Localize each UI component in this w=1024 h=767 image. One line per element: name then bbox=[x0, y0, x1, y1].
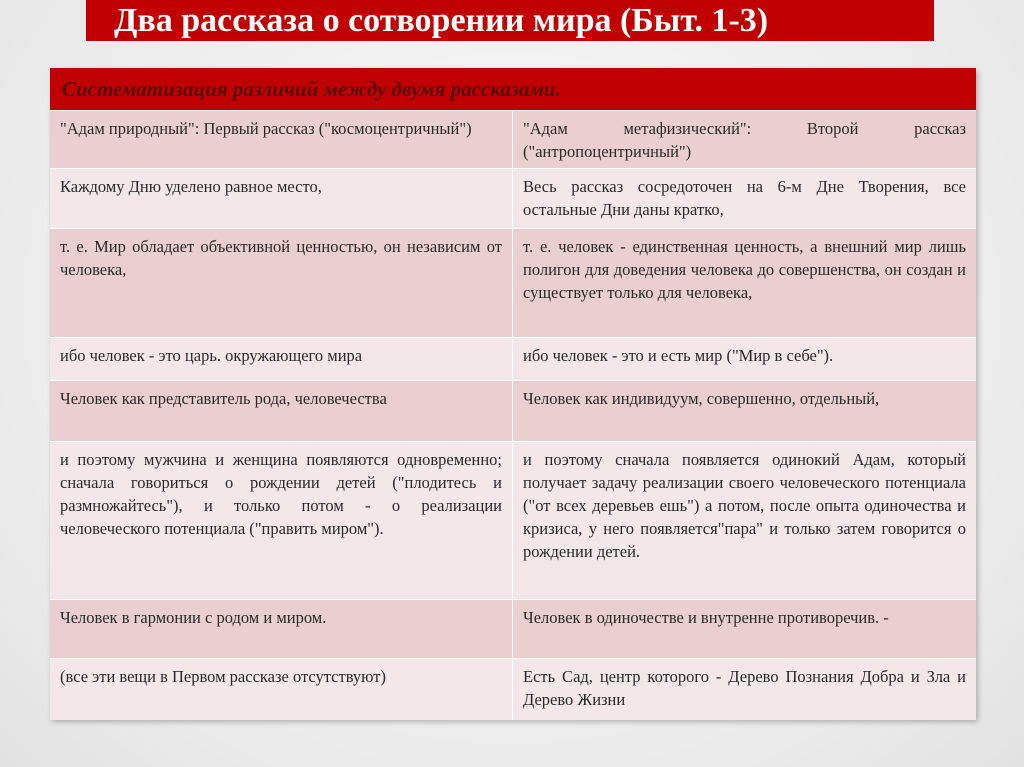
table-row bbox=[50, 229, 976, 338]
table-cell-right: и поэтому сначала появляется одинокий Адам, который получает задачу реализации своего человеческого потенциала ("от всех деревьев ешь") а потом, после опыта одиночества и кризиса, у него появляется"пара" и только затем говорится о рождении детей. bbox=[523, 450, 966, 561]
table-cell-left: "Адам природный": Первый рассказ ("космоцентричный") bbox=[50, 111, 513, 168]
table-cell-right: Человек как индивидуум, совершенно, отдельный, bbox=[523, 389, 880, 408]
table-cell-left: Каждому Дню уделено равное место, bbox=[50, 169, 513, 228]
table-row bbox=[50, 111, 976, 169]
table-cell-right: "Адам метафизический": Второй рассказ ("антропоцентричный") bbox=[523, 119, 966, 161]
table-cell-left: Человек в гармонии с родом и миром. bbox=[50, 600, 513, 658]
table-cell-left: Человек как представитель рода, человечества bbox=[50, 381, 513, 441]
table-row bbox=[50, 442, 976, 600]
table-cell-left: и поэтому мужчина и женщина появляются одновременно; сначала говориться о рождении детей ("плодитесь и размножайтесь"), и только потом - о реализации человеческого потенциала ("править миром"). bbox=[50, 442, 513, 599]
table-cell-right: Есть Сад, центр которого - Дерево Познания Добра и Зла и Дерево Жизни bbox=[523, 667, 966, 709]
table-header: Систематизация различий между двумя рассказами. bbox=[50, 68, 976, 111]
slide-title: Два рассказа о сотворении мира (Быт. 1-3) bbox=[86, 0, 934, 41]
table-row bbox=[50, 381, 976, 442]
table-cell-right: Весь рассказ сосредоточен на 6-м Дне Творения, все остальные Дни даны кратко, bbox=[523, 177, 966, 219]
table-row bbox=[50, 659, 976, 720]
table-cell-right: т. е. человек - единственная ценность, а внешний мир лишь полигон для доведения человека до совершенства, он создан и существует только для человека, bbox=[523, 237, 966, 302]
table-row bbox=[50, 169, 976, 229]
table-cell-left: (все эти вещи в Первом рассказе отсутствуют) bbox=[50, 659, 513, 720]
comparison-table bbox=[50, 68, 976, 720]
table-cell-left: ибо человек - это царь. окружающего мира bbox=[50, 338, 513, 380]
table-cell-left: т. е. Мир обладает объективной ценностью, он независим от человека, bbox=[50, 229, 513, 337]
table-row bbox=[50, 338, 976, 381]
table-cell-right: ибо человек - это и есть мир ("Мир в себе"). bbox=[523, 346, 834, 365]
table-row bbox=[50, 600, 976, 659]
table-cell-right: Человек в одиночестве и внутренне противоречив. - bbox=[523, 608, 889, 627]
